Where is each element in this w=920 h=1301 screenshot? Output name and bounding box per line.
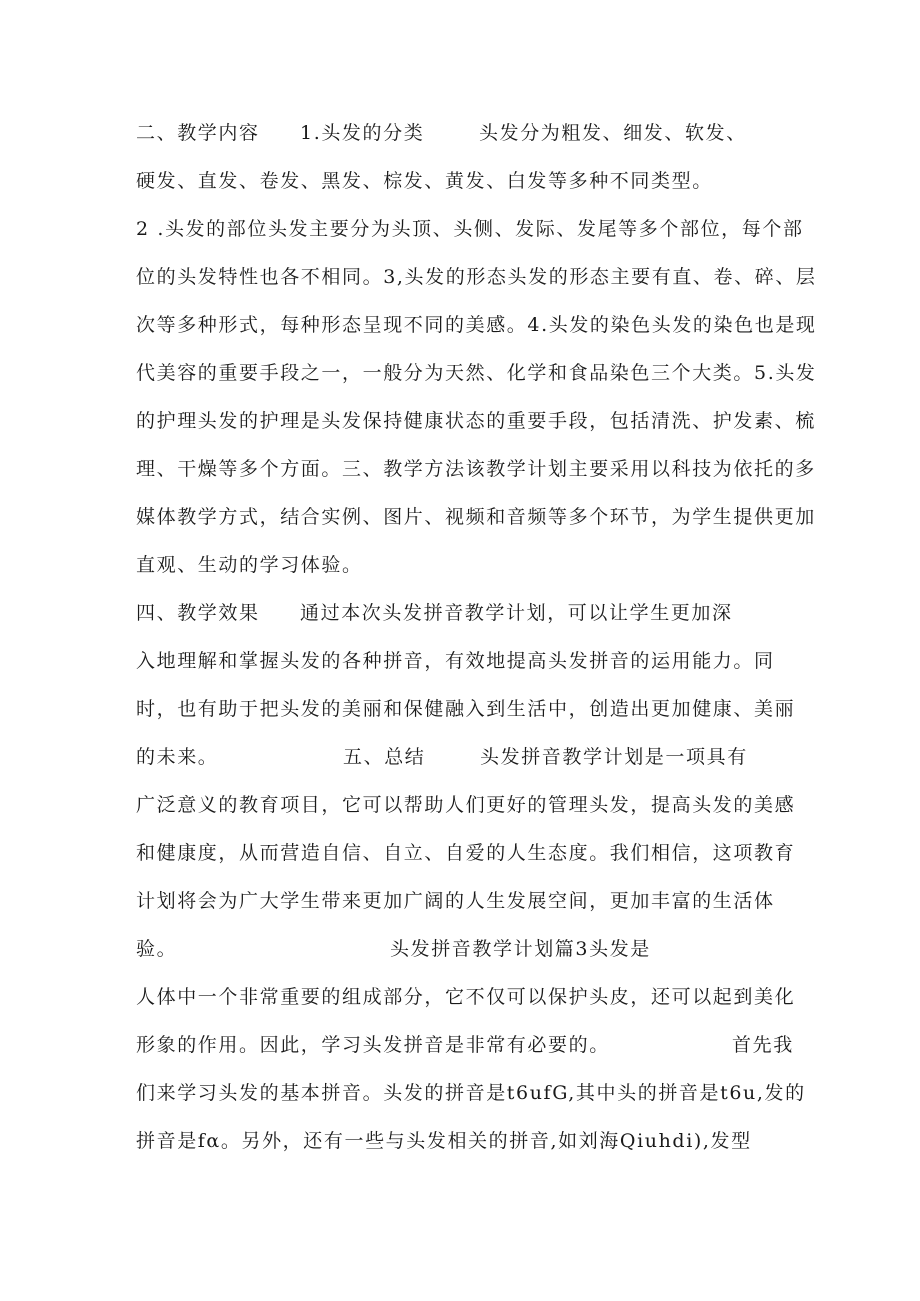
section-heading: 二、教学内容 xyxy=(136,122,260,144)
text-line xyxy=(136,1078,806,1108)
text-line xyxy=(136,310,817,340)
text-segment: 验。 xyxy=(136,938,178,960)
text-segment: 的护理头发的护理是头发保持健康状态的重要手段，包括清洗、护发素、梳 xyxy=(136,410,816,432)
text-segment: 人体中一个非常重要的组成部分，它不仅可以保护头皮，还可以起到美化 xyxy=(136,986,796,1008)
text-segment: 时，也有助于把头发的美丽和保健融入到生活中，创造出更加健康、美丽 xyxy=(136,698,796,720)
text-line xyxy=(136,454,816,484)
text-line xyxy=(136,550,363,580)
text-segment: 和健康度，从而营造自信、自立、自爱的人生态度。我们相信，这项教育 xyxy=(136,842,796,864)
text-segment: 形象的作用。因此，学习头发拼音是非常有必要的。 xyxy=(136,1034,610,1056)
text-segment: 拼音是fα。另外，还有一些与头发相关的拼音,如刘海Qiuhdi),发型 xyxy=(136,1130,752,1152)
section-heading: 五、总结 xyxy=(343,746,426,768)
text-line xyxy=(136,646,775,676)
text-segment: 硬发、直发、卷发、黑发、棕发、黄发、白发等多种不同类型。 xyxy=(136,170,713,192)
text-line xyxy=(136,934,651,964)
text-segment: 入地理解和掌握头发的各种拼音，有效地提高头发拼音的运用能力。同 xyxy=(136,650,775,672)
text-segment: 们来学习头发的基本拼音。头发的拼音是t6ufG,其中头的拼音是t6u,发的 xyxy=(136,1082,806,1104)
text-line xyxy=(136,118,747,148)
text-line xyxy=(136,1126,752,1156)
text-line xyxy=(136,838,796,868)
article-title: 头发拼音教学计划篇3头发是 xyxy=(390,938,651,960)
text-line xyxy=(136,742,748,772)
text-segment: 直观、生动的学习体验。 xyxy=(136,554,363,576)
text-segment: 2 .头发的部位头发主要分为头顶、头侧、发际、发尾等多个部位，每个部 xyxy=(136,218,804,240)
text-segment: 代美容的重要手段之一，一般分为天然、化学和食品染色三个大类。5.头发 xyxy=(136,362,817,384)
text-line xyxy=(136,1030,794,1060)
text-segment: 广泛意义的教育项目，它可以帮助人们更好的管理头发，提高头发的美感 xyxy=(136,794,796,816)
text-segment: 位的头发特性也各不相同。3,头发的形态头发的形态主要有直、卷、碎、层 xyxy=(136,266,817,288)
text-line xyxy=(136,406,816,436)
text-line xyxy=(136,502,816,532)
text-line xyxy=(136,790,796,820)
section-heading: 四、教学效果 xyxy=(136,602,260,624)
text-segment: 头发分为粗发、细发、软发、 xyxy=(479,122,747,144)
text-segment: 计划将会为广大学生带来更加广阔的人生发展空间，更加丰富的生活体 xyxy=(136,890,775,912)
text-line xyxy=(136,694,796,724)
text-segment: 次等多种形式，每种形态呈现不同的美感。4.头发的染色头发的染色也是现 xyxy=(136,314,817,336)
text-segment: 理、干燥等多个方面。三、教学方法该教学计划主要采用以科技为依托的多 xyxy=(136,458,816,480)
text-line xyxy=(136,598,733,628)
text-segment: 首先我 xyxy=(732,1034,794,1056)
text-segment: 媒体教学方式，结合实例、图片、视频和音频等多个环节，为学生提供更加 xyxy=(136,506,816,528)
text-line xyxy=(136,358,817,388)
text-line xyxy=(136,214,804,244)
text-segment: 的未来。 xyxy=(136,746,219,768)
text-line xyxy=(136,886,775,916)
subsection-heading: 1.头发的分类 xyxy=(300,122,425,144)
text-line xyxy=(136,982,796,1012)
text-segment: 通过本次头发拼音教学计划，可以让学生更加深 xyxy=(300,602,733,624)
text-line xyxy=(136,166,713,196)
text-line xyxy=(136,262,817,292)
text-segment: 头发拼音教学计划是一项具有 xyxy=(480,746,748,768)
